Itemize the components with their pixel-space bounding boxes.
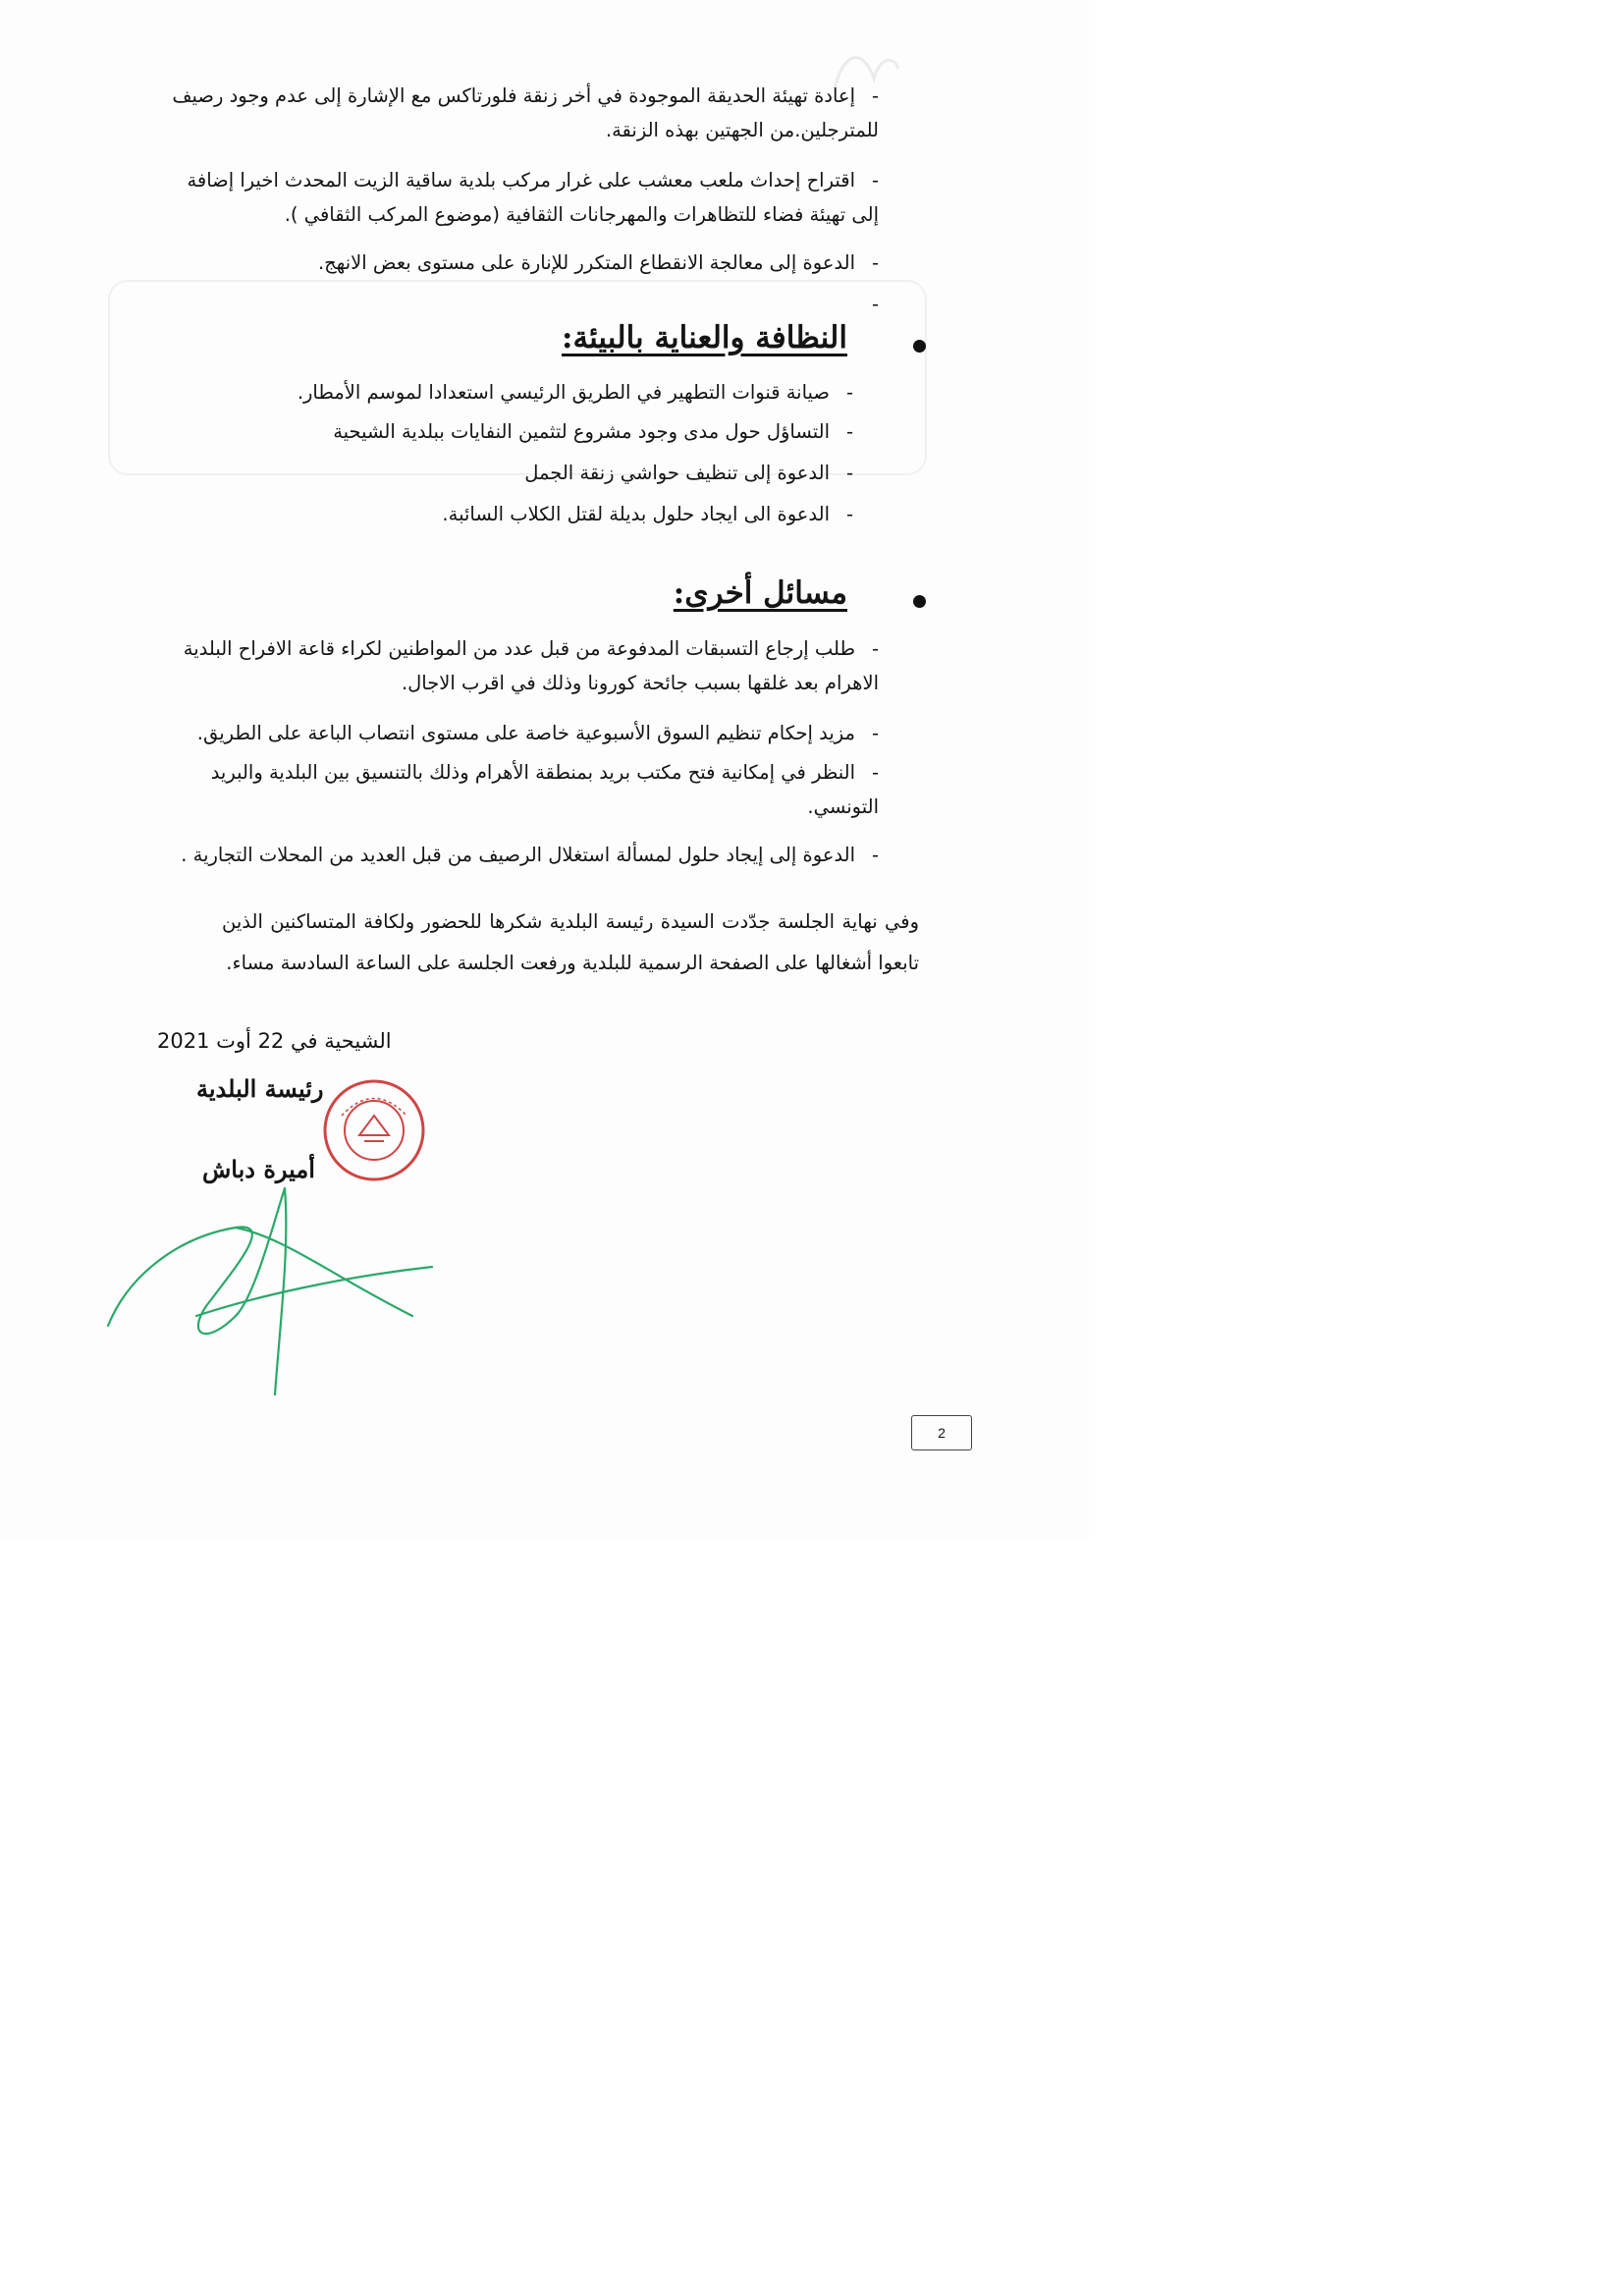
handwritten-signature-icon	[88, 1159, 442, 1404]
list-item-other-1: -طلب إرجاع التسبقات المدفوعة من قبل عدد من المواطنين لكراء قاعة الافراح البلدية الاهرام بعد غلقها بسبب جائحة كورونا وذلك في اقرب الاجال.	[183, 637, 879, 694]
list-item-other-2: -مزيد إحكام تنظيم السوق الأسبوعية خاصة على مستوى انتصاب الباعة على الطريق.	[196, 722, 879, 744]
section-heading-other-matters: مسائل أخرى:	[673, 575, 847, 611]
list-item-cleanliness-2: -التساؤل حول مدى وجود مشروع لتثمين النفايات ببلدية الشيحية	[333, 420, 853, 443]
list-item-infrastructure-1: -إعادة تهيئة الحديقة الموجودة في أخر زنقة فلورتاكس مع الإشارة إلى عدم وجود رصيف للمترجلين.من الجهتين بهذه الزنقة.	[172, 84, 879, 141]
signatory-name: أميرة دباش	[202, 1155, 315, 1183]
list-item-cleanliness-4: -الدعوة الى ايجاد حلول بديلة لقتل الكلاب السائبة.	[442, 503, 853, 525]
document-page	[0, 0, 1089, 1540]
list-item-cleanliness-3: -الدعوة إلى تنظيف حواشي زنقة الجمل	[524, 462, 853, 484]
list-item-cleanliness-1: -صيانة قنوات التطهير في الطريق الرئيسي استعدادا لموسم الأمطار.	[297, 381, 853, 404]
list-item-infrastructure-3: -الدعوة إلى معالجة الانقطاع المتكرر للإنارة على مستوى بعض الانهج.	[317, 251, 879, 274]
list-item-other-4: -الدعوة إلى إيجاد حلول لمسألة استغلال الرصيف من قبل العديد من المحلات التجارية .	[181, 844, 879, 866]
section-bullet-icon	[913, 595, 926, 608]
closing-paragraph: وفي نهاية الجلسة جدّدت السيدة رئيسة البلدية شكرها للحضور ولكافة المتساكنين الذين تابعوا أشغالها على الصفحة الرسمية للبلدية ورفعت الجلسة على الساعة السادسة مساء.	[222, 910, 919, 974]
list-item-infrastructure-2: -اقتراح إحداث ملعب معشب على غرار مركب بلدية ساقية الزيت المحدث اخيرا إضافة إلى تهيئة فضاء للتظاهرات والمهرجانات الثقافية (موضوع المركب الثقافي ).	[187, 169, 879, 226]
page-number: 2	[911, 1415, 972, 1450]
section-heading-cleanliness: النظافة والعناية بالبيئة:	[562, 320, 847, 355]
place-and-date: الشيحية في 22 أوت 2021	[157, 1029, 392, 1053]
list-item-other-3: -النظر في إمكانية فتح مكتب بريد بمنطقة الأهرام وذلك بالتنسيق بين البلدية والبريد التونسي.	[210, 761, 879, 818]
section-bullet-icon	[913, 340, 926, 353]
list-item-infrastructure-4: -	[871, 293, 879, 315]
signatory-title: رئيسة البلدية	[196, 1074, 324, 1103]
